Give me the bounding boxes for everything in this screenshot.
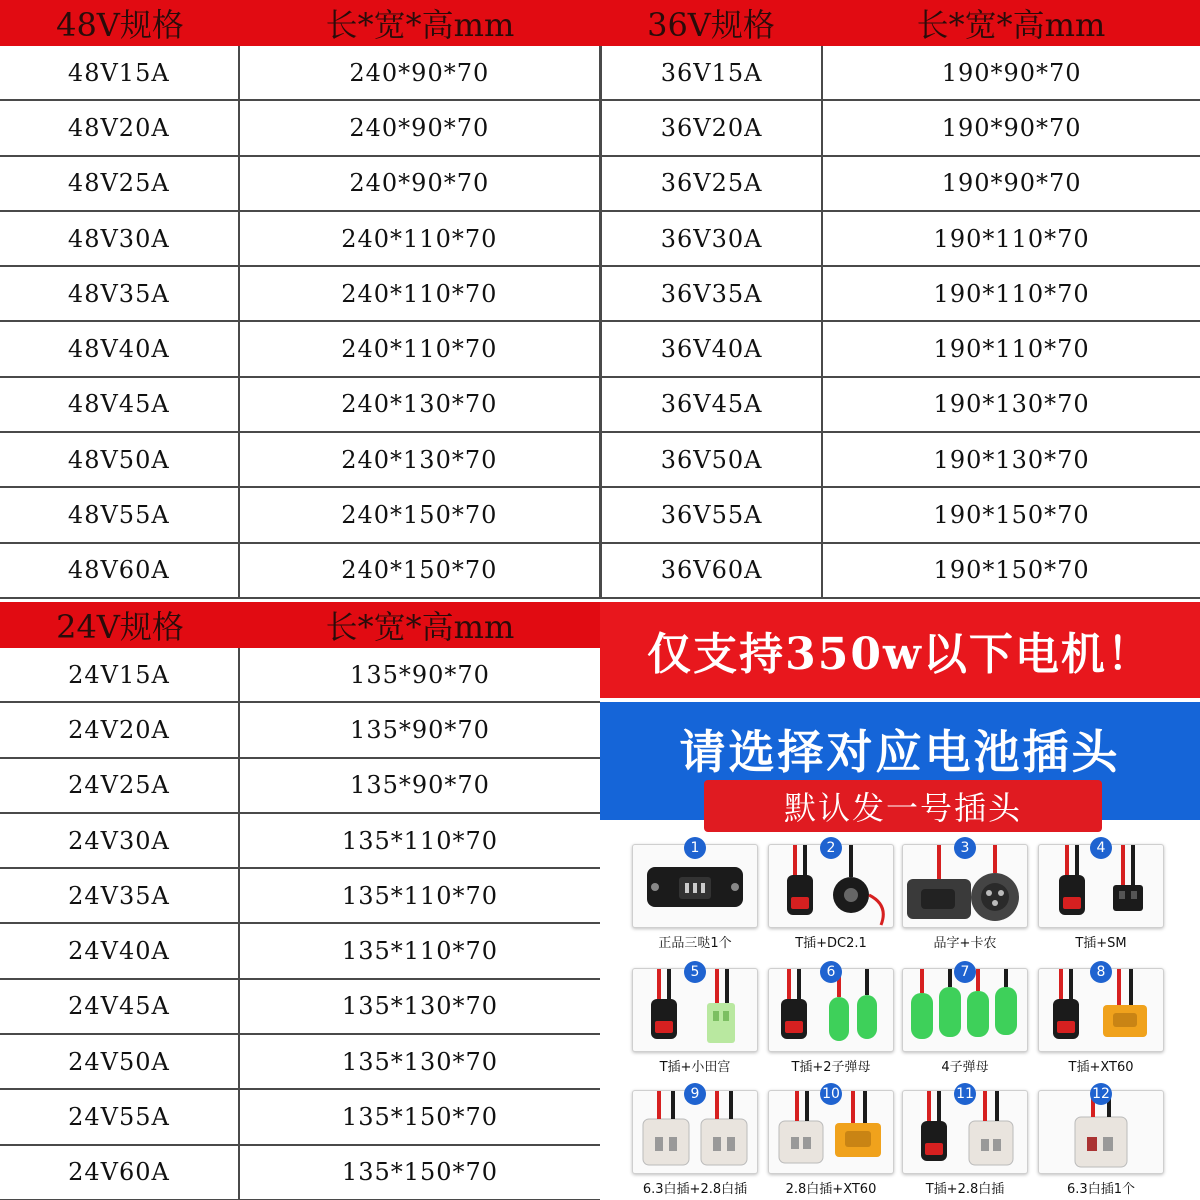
plug-caption: T插+DC2.1 — [795, 936, 867, 951]
plug-image-frame — [768, 964, 894, 1052]
table-row — [0, 157, 600, 212]
spec-cell: 48V30A — [0, 212, 240, 265]
plug-number-badge: 4 — [1090, 837, 1112, 859]
plug-image-frame — [902, 1086, 1028, 1174]
table-row — [0, 488, 600, 543]
spec-cell: 48V35A — [0, 267, 240, 320]
dimension-cell: 240*150*70 — [240, 488, 600, 541]
spec-cell: 24V40A — [0, 924, 240, 977]
header-spec: 36V规格 — [647, 6, 775, 44]
table-row — [600, 212, 1200, 267]
plug-image-frame — [902, 840, 1028, 928]
spec-cell: 36V15A — [602, 46, 823, 99]
spec-cell: 36V35A — [602, 267, 823, 320]
table-row — [600, 322, 1200, 377]
spec-cell: 36V40A — [602, 322, 823, 375]
motor-notice-banner — [600, 602, 1200, 698]
spec-cell: 36V25A — [602, 157, 823, 210]
plug-number-badge: 8 — [1090, 961, 1112, 983]
table-row — [0, 648, 600, 703]
dimension-cell: 135*110*70 — [341, 937, 499, 966]
motor-notice-text: 仅支持350w以下电机！ — [647, 629, 1153, 680]
dimension-cell: 135*90*70 — [350, 660, 490, 689]
spec-cell: 24V20A — [0, 703, 240, 756]
table-row — [600, 378, 1200, 433]
dimension-cell: 190*150*70 — [933, 556, 1090, 585]
plug-number-badge: 10 — [820, 1083, 842, 1105]
plug-caption: 4子弹母 — [941, 1060, 989, 1075]
spec-cell: 36V60A — [602, 544, 823, 597]
table-row — [0, 759, 600, 814]
plug-number-badge: 6 — [820, 961, 842, 983]
table-row — [0, 869, 600, 924]
dimension-cell: 190*90*70 — [941, 169, 1082, 198]
plug-image-frame — [1038, 1086, 1164, 1174]
spec-cell: 48V40A — [0, 322, 240, 375]
dimension-cell: 135*110*70 — [341, 826, 499, 855]
table-row — [600, 46, 1200, 101]
plug-option-10[interactable] — [768, 1086, 894, 1197]
plug-option-9[interactable] — [632, 1086, 758, 1197]
spec-cell: 24V30A — [0, 814, 240, 867]
plug-image-frame — [768, 1086, 894, 1174]
spec-cell: 24V45A — [0, 980, 240, 1033]
spec-cell: 24V50A — [0, 1035, 240, 1088]
dimension-cell: 135*90*70 — [350, 771, 490, 800]
dimension-cell: 135*130*70 — [341, 1047, 499, 1076]
spec-cell: 24V55A — [0, 1090, 240, 1143]
dimension-cell: 240*90*70 — [240, 46, 600, 99]
plug-image-frame — [768, 840, 894, 928]
plug-number-badge: 9 — [684, 1083, 706, 1105]
dimension-cell: 190*110*70 — [933, 279, 1090, 308]
table-row — [0, 101, 600, 156]
header-dimensions: 长*宽*高mm — [916, 6, 1106, 44]
spec-table-36v — [600, 0, 1200, 599]
dimension-cell: 135*150*70 — [341, 1158, 499, 1187]
spec-cell: 36V30A — [602, 212, 823, 265]
spec-cell: 48V20A — [0, 101, 240, 154]
header-dimensions: 长*宽*高mm — [325, 6, 515, 44]
plug-option-11[interactable] — [902, 1086, 1028, 1197]
table-row — [0, 703, 600, 758]
spec-cell: 24V60A — [0, 1146, 240, 1199]
plug-option-2[interactable] — [768, 840, 894, 951]
plug-option-1[interactable] — [632, 840, 758, 951]
spec-table-48v — [0, 0, 600, 599]
header-spec: 48V规格 — [56, 6, 184, 44]
dimension-cell: 190*150*70 — [933, 501, 1090, 530]
table-row — [0, 814, 600, 869]
table-row — [0, 322, 600, 377]
plug-caption: 2.8白插+XT60 — [785, 1182, 877, 1197]
plug-image-frame — [632, 964, 758, 1052]
table-row — [600, 544, 1200, 599]
plug-image-frame — [632, 1086, 758, 1174]
plug-caption: 正品三哒1个 — [658, 936, 732, 951]
plug-number-badge: 1 — [684, 837, 706, 859]
table-row — [0, 544, 600, 599]
plug-caption: 6.3白插+2.8白插 — [642, 1182, 748, 1197]
table-row — [600, 433, 1200, 488]
plug-caption: T插+SM — [1075, 936, 1127, 951]
plug-caption: 品字+卡农 — [933, 936, 997, 951]
plug-option-3[interactable] — [902, 840, 1028, 951]
dimension-cell: 240*110*70 — [240, 212, 600, 265]
spec-cell: 48V45A — [0, 378, 240, 431]
table-row — [600, 267, 1200, 322]
plug-option-7[interactable] — [902, 964, 1028, 1075]
select-plug-banner — [600, 702, 1200, 827]
spec-cell: 48V60A — [0, 544, 240, 597]
table-row — [600, 157, 1200, 212]
dimension-cell: 240*130*70 — [240, 433, 600, 486]
spec-cell: 48V50A — [0, 433, 240, 486]
dimension-cell: 135*130*70 — [341, 992, 499, 1021]
plug-caption: T插+2.8白插 — [925, 1182, 1005, 1197]
table-row — [600, 488, 1200, 543]
dimension-cell: 190*110*70 — [933, 335, 1090, 364]
plug-caption: T插+XT60 — [1068, 1060, 1134, 1075]
default-plug-badge: 默认发一号插头 — [704, 780, 1102, 832]
spec-cell: 24V15A — [0, 648, 240, 701]
dimension-cell: 240*90*70 — [240, 157, 600, 210]
spec-cell: 24V25A — [0, 759, 240, 812]
dimension-cell: 190*130*70 — [933, 390, 1090, 419]
plug-number-badge: 12 — [1090, 1083, 1112, 1105]
dimension-cell: 190*90*70 — [941, 58, 1082, 87]
dimension-cell: 135*110*70 — [341, 881, 499, 910]
plug-caption: 6.3白插1个 — [1067, 1182, 1135, 1197]
dimension-cell: 240*150*70 — [240, 544, 600, 597]
dimension-cell: 190*130*70 — [933, 445, 1090, 474]
table-header — [600, 0, 1200, 46]
plug-option-4[interactable] — [1038, 840, 1164, 951]
spec-cell: 48V25A — [0, 157, 240, 210]
select-plug-title: 请选择对应电池插头 — [679, 725, 1121, 779]
spec-table-24v — [0, 602, 600, 1200]
spec-cell: 36V55A — [602, 488, 823, 541]
table-row — [0, 212, 600, 267]
spec-cell: 36V20A — [602, 101, 823, 154]
dimension-cell: 190*90*70 — [941, 113, 1082, 142]
plug-image-frame — [1038, 964, 1164, 1052]
table-row — [0, 1146, 600, 1200]
table-row — [0, 980, 600, 1035]
plug-number-badge: 11 — [954, 1083, 976, 1105]
dimension-cell: 240*110*70 — [240, 322, 600, 375]
dimension-cell: 135*150*70 — [341, 1103, 499, 1132]
spec-cell: 48V55A — [0, 488, 240, 541]
table-row — [600, 101, 1200, 156]
spec-cell: 36V45A — [602, 378, 823, 431]
table-row — [0, 924, 600, 979]
table-row — [0, 378, 600, 433]
table-row — [0, 433, 600, 488]
plug-option-12[interactable] — [1038, 1086, 1164, 1197]
dimension-cell: 240*110*70 — [240, 267, 600, 320]
table-row — [0, 46, 600, 101]
table-row — [0, 1035, 600, 1090]
dimension-cell: 240*130*70 — [240, 378, 600, 431]
plug-caption: T插+小田宫 — [659, 1060, 731, 1075]
table-row — [0, 267, 600, 322]
header-spec: 24V规格 — [56, 608, 184, 646]
plug-image-frame — [632, 840, 758, 928]
plug-number-badge: 7 — [954, 961, 976, 983]
table-header — [0, 602, 600, 648]
spec-cell: 36V50A — [602, 433, 823, 486]
table-header — [0, 0, 600, 46]
plug-option-8[interactable] — [1038, 964, 1164, 1075]
plug-image-frame — [1038, 840, 1164, 928]
table-row — [0, 1090, 600, 1145]
plug-option-5[interactable] — [632, 964, 758, 1075]
plug-number-badge: 2 — [820, 837, 842, 859]
plug-caption: T插+2子弹母 — [791, 1060, 871, 1075]
plug-option-6[interactable] — [768, 964, 894, 1075]
dimension-cell: 240*90*70 — [240, 101, 600, 154]
header-dimensions: 长*宽*高mm — [325, 608, 515, 646]
dimension-cell: 135*90*70 — [350, 715, 490, 744]
spec-cell: 24V35A — [0, 869, 240, 922]
spec-cell: 48V15A — [0, 46, 240, 99]
plug-number-badge: 5 — [684, 961, 706, 983]
plug-selection-panel — [600, 602, 1200, 1200]
plug-number-badge: 3 — [954, 837, 976, 859]
dimension-cell: 190*110*70 — [933, 224, 1090, 253]
plug-image-frame — [902, 964, 1028, 1052]
